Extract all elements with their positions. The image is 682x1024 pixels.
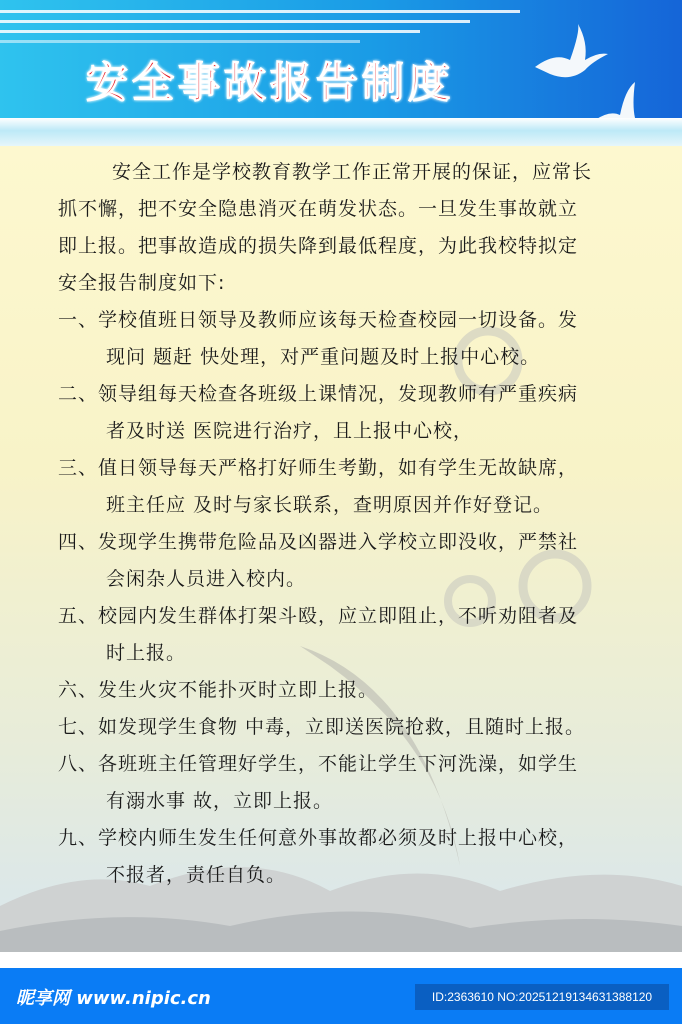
rule-item: 三、值日领导每天严格打好师生考勤，如有学生无故缺席， xyxy=(58,457,579,479)
intro-line: 安全报告制度如下: xyxy=(58,272,226,294)
intro-line: 即上报。把事故造成的损失降到最低程度，为此我校特拟定 xyxy=(58,235,579,257)
rule-item-cont: 会闲杂人员进入校内。 xyxy=(106,568,307,590)
rule-item-cont: 不报者，责任自负。 xyxy=(106,864,287,886)
dove-icon xyxy=(530,22,610,87)
watermark-logo: 昵享网 www.nipic.cn xyxy=(16,988,211,1009)
rule-item: 八、各班班主任管理好学生，不能让学生下河洗澡，如学生 xyxy=(58,753,579,775)
page-title: 安全事故报告制度 xyxy=(86,58,455,107)
rule-item-cont: 班主任应 及时与家长联系，查明原因并作好登记。 xyxy=(106,494,554,516)
image-id: ID:2363610 NO:20251219134631388120 xyxy=(415,984,669,1010)
rule-item: 四、发现学生携带危险品及凶器进入学校立即没收，严禁社 xyxy=(58,531,579,553)
rule-item: 一、学校值班日领导及教师应该每天检查校园一切设备。发 xyxy=(58,309,579,331)
rule-item: 五、校园内发生群体打架斗殴，应立即阻止，不听劝阻者及 xyxy=(58,605,579,627)
watermark-footer xyxy=(0,968,682,1024)
rule-item: 七、如发现学生食物 中毒，立即送医院抢救，且随时上报。 xyxy=(58,716,586,738)
rule-item-cont: 者及时送 医院进行治疗，且上报中心校， xyxy=(106,420,474,442)
document-body xyxy=(0,154,682,894)
intro-line: 安全工作是学校教育教学工作正常开展的保证，应常长 xyxy=(112,161,593,183)
rule-item: 九、学校内师生发生任何意外事故都必须及时上报中心校， xyxy=(58,827,579,849)
rule-item: 二、领导组每天检查各班级上课情况，发现教师有严重疾病 xyxy=(58,383,579,405)
rule-item: 六、发生火灾不能扑灭时立即上报。 xyxy=(58,679,379,701)
rule-item-cont: 有溺水事 故，立即上报。 xyxy=(106,790,334,812)
rule-item-cont: 时上报。 xyxy=(106,642,187,664)
header-banner xyxy=(0,0,682,118)
header-strip xyxy=(0,118,682,146)
rule-item-cont: 现问 题赶 快处理，对严重问题及时上报中心校。 xyxy=(106,346,541,368)
intro-line: 抓不懈，把不安全隐患消灭在萌发状态。一旦发生事故就立 xyxy=(58,198,579,220)
